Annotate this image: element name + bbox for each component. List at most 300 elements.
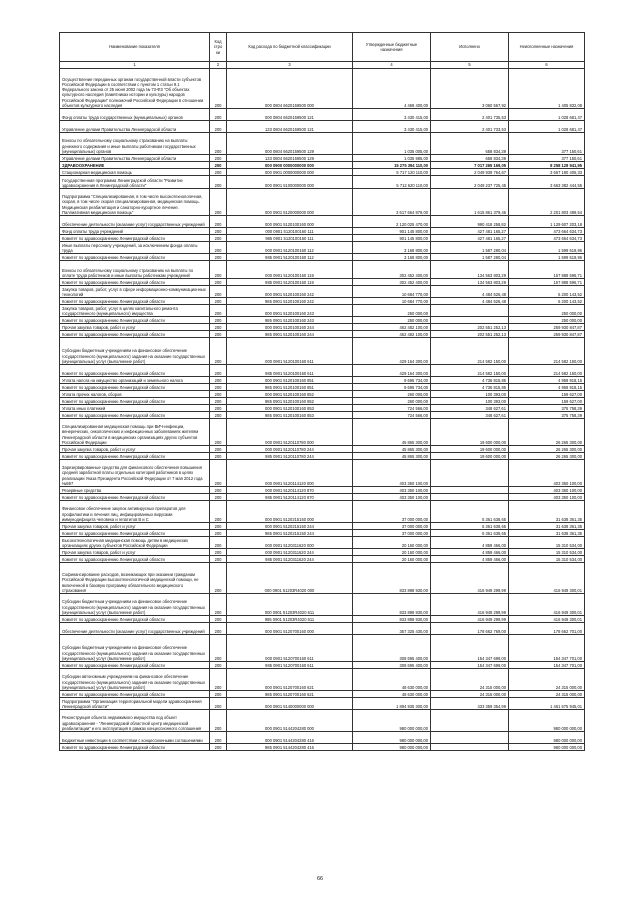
row-code: 200 xyxy=(210,121,227,133)
row-unexecuted: 403 350 100,00 xyxy=(509,460,585,487)
row-approved: 980 000 000,00 xyxy=(353,732,431,744)
row-approved: 980 000 000,00 xyxy=(353,710,431,732)
header-kbk: Код расхода по бюджетной классификации xyxy=(227,33,353,62)
column-number: 4 xyxy=(353,62,431,69)
row-approved: 833 898 930,00 xyxy=(353,594,431,616)
row-code: 200 xyxy=(210,235,227,242)
row-executed: 178 662 769,00 xyxy=(431,623,509,635)
row-kbk: 000 0901 5120311620 244 xyxy=(227,549,353,556)
row-unexecuted: 1 028 681,47 xyxy=(509,121,585,133)
row-kbk: 985 0901 5120700160 621 xyxy=(227,691,353,698)
row-executed: 348 627,61 xyxy=(431,412,509,419)
row-code: 200 xyxy=(210,549,227,556)
table-row xyxy=(60,623,585,635)
row-name: Взносы по обязательному социальному страхованию на выплаты по оплате труда работников и иные выплаты работникам учреждений xyxy=(60,261,210,279)
table-row xyxy=(60,563,585,594)
row-code: 200 xyxy=(210,669,227,691)
table-row xyxy=(60,242,585,254)
row-kbk: 000 0901 5120700160 621 xyxy=(227,669,353,691)
row-name: Обеспечение деятельности (оказание услуг) государственных учреждений xyxy=(60,216,210,228)
row-executed: 433 359 354,99 xyxy=(431,698,509,710)
row-code: 200 xyxy=(210,189,227,216)
row-kbk: 000 0901 5144204280 416 xyxy=(227,732,353,744)
row-unexecuted: 377 150,61 xyxy=(509,133,585,155)
row-name: Уплата налога на имущество организаций и земельного налога xyxy=(60,377,210,384)
row-unexecuted: 159 627,00 xyxy=(509,391,585,398)
row-code: 200 xyxy=(210,412,227,419)
row-unexecuted: 259 930 847,87 xyxy=(509,324,585,331)
row-unexecuted: 1 405 832,08 xyxy=(509,69,585,109)
row-approved: 10 684 770,00 xyxy=(353,286,431,298)
row-executed: 348 627,61 xyxy=(431,405,509,412)
table-row xyxy=(60,169,585,176)
row-code: 200 xyxy=(210,377,227,384)
column-number: 5 xyxy=(431,62,509,69)
table-row xyxy=(60,669,585,691)
row-code: 200 xyxy=(210,279,227,286)
column-number: 3 xyxy=(227,62,353,69)
row-unexecuted: 214 582 150,00 xyxy=(509,365,585,377)
row-name: Обеспечение деятельности (оказание услуг) государственных учреждений xyxy=(60,623,210,635)
row-code: 200 xyxy=(210,216,227,228)
row-code: 200 xyxy=(210,162,227,169)
row-approved: 45 865 300,00 xyxy=(353,419,431,446)
row-code: 200 xyxy=(210,69,227,109)
row-name: Взносы по обязательному социальному страхованию на выплаты денежного содержания и иные выплаты работникам государственных (муниципальных) органов xyxy=(60,133,210,155)
row-approved: 3 168 800,00 xyxy=(353,242,431,254)
row-code: 200 xyxy=(210,176,227,189)
row-unexecuted: 3 667 180 405,33 xyxy=(509,169,585,176)
row-executed: 19 600 000,00 xyxy=(431,419,509,446)
row-approved: 15 275 394 110,00 xyxy=(353,162,431,169)
table-row xyxy=(60,530,585,537)
row-executed: 3 060 567,92 xyxy=(431,69,509,109)
row-code: 200 xyxy=(210,133,227,155)
table-row xyxy=(60,710,585,732)
row-executed: 5 361 638,65 xyxy=(431,530,509,537)
row-unexecuted: 416 949 300,01 xyxy=(509,594,585,616)
row-kbk: 985 0901 5120100160 853 xyxy=(227,412,353,419)
row-unexecuted: 1 599 519,96 xyxy=(509,242,585,254)
row-code: 200 xyxy=(210,419,227,446)
row-approved: 20 160 000,00 xyxy=(353,556,431,563)
row-name: Резервные средства xyxy=(60,487,210,494)
row-code: 200 xyxy=(210,710,227,732)
row-kbk: 985 0901 5120100160 112 xyxy=(227,254,353,261)
row-code: 200 xyxy=(210,324,227,331)
table-row xyxy=(60,189,585,216)
row-code: 200 xyxy=(210,169,227,176)
row-unexecuted: 259 930 847,87 xyxy=(509,331,585,338)
table-row xyxy=(60,446,585,453)
column-number: 1 xyxy=(60,62,210,69)
row-name: Высокотехнологичная медицинская помощь детям в медицинских организациях других субъектов Российской Федерации xyxy=(60,537,210,549)
row-code: 200 xyxy=(210,698,227,710)
row-kbk: 000 0901 5120100160 119 xyxy=(227,261,353,279)
row-approved: 724 566,00 xyxy=(353,405,431,412)
row-kbk: 985 0901 51203R4020 611 xyxy=(227,616,353,623)
table-row xyxy=(60,501,585,523)
row-approved: 4 468 400,00 xyxy=(353,69,431,109)
row-code: 200 xyxy=(210,331,227,338)
row-name: Закупка товаров, работ, услуг в целях капитального ремонта государственного (муниципального) имущества xyxy=(60,305,210,317)
column-number: 6 xyxy=(509,62,585,69)
row-kbk: 985 0901 5144204280 416 xyxy=(227,744,353,751)
row-kbk: 000 0901 0000000000 000 xyxy=(227,169,353,176)
row-approved: 403 350 100,00 xyxy=(353,487,431,494)
table-row xyxy=(60,419,585,446)
row-executed xyxy=(431,494,509,501)
row-approved: 45 865 300,00 xyxy=(353,453,431,460)
row-code: 200 xyxy=(210,635,227,662)
row-kbk: 985 0901 5120100160 851 xyxy=(227,384,353,391)
row-code: 200 xyxy=(210,305,227,317)
row-kbk: 000 0901 5120215150 000 xyxy=(227,501,353,523)
row-approved: 9 695 734,00 xyxy=(353,384,431,391)
row-approved: 308 695 400,00 xyxy=(353,635,431,662)
row-name: Государственная программа Ленинградской области "Развитие здравоохранения в Ленинградской области" xyxy=(60,176,210,189)
row-kbk: 985 0901 5120100160 611 xyxy=(227,365,353,377)
row-name: Иные выплаты персоналу учреждений, за исключением фонда оплаты труда xyxy=(60,242,210,254)
row-unexecuted: 1 129 607 203,18 xyxy=(509,216,585,228)
row-kbk: 985 0901 5120215150 244 xyxy=(227,530,353,537)
row-unexecuted: 26 265 300,00 xyxy=(509,419,585,446)
row-kbk: 000 0901 5144204280 000 xyxy=(227,710,353,732)
row-name: Прочая закупка товаров, работ и услуг xyxy=(60,324,210,331)
row-unexecuted: 154 347 701,00 xyxy=(509,635,585,662)
row-approved: 833 898 930,00 xyxy=(353,563,431,594)
row-unexecuted: 1 461 575 945,01 xyxy=(509,698,585,710)
row-name: Подпрограмма "Организация территориальной модели здравоохранения Ленинградской области" xyxy=(60,698,210,710)
row-unexecuted: 15 310 534,00 xyxy=(509,556,585,563)
row-unexecuted: 2 201 803 499,54 xyxy=(509,189,585,216)
row-kbk: 000 0901 5120114120 870 xyxy=(227,487,353,494)
header-code: Код стро ки xyxy=(210,33,227,62)
row-kbk: 985 0901 5120100160 119 xyxy=(227,279,353,286)
row-code: 200 xyxy=(210,662,227,669)
row-executed xyxy=(431,487,509,494)
row-kbk: 985 0901 5120311620 244 xyxy=(227,556,353,563)
table-row xyxy=(60,744,585,751)
row-unexecuted: 1 599 519,96 xyxy=(509,254,585,261)
row-kbk: 000 0901 5120215150 244 xyxy=(227,523,353,530)
row-unexecuted: 15 310 534,00 xyxy=(509,537,585,549)
table-row xyxy=(60,176,585,189)
row-executed: 19 600 000,00 xyxy=(431,453,509,460)
row-unexecuted: 4 958 918,15 xyxy=(509,384,585,391)
row-executed: 5 361 638,65 xyxy=(431,523,509,530)
row-approved: 462 482 100,00 xyxy=(353,324,431,331)
row-kbk: 000 0901 5120311620 000 xyxy=(227,537,353,549)
row-kbk: 000 0901 5120100160 851 xyxy=(227,377,353,384)
table-row xyxy=(60,254,585,261)
row-executed: 2 049 939 764,67 xyxy=(431,169,509,176)
table-row xyxy=(60,133,585,155)
row-unexecuted: 178 662 701,00 xyxy=(509,623,585,635)
row-approved: 37 000 000,00 xyxy=(353,523,431,530)
row-approved: 37 000 000,00 xyxy=(353,530,431,537)
row-approved: 48 630 000,00 xyxy=(353,669,431,691)
table-row xyxy=(60,365,585,377)
row-name: Комитет по здравоохранению Ленинградской области xyxy=(60,662,210,669)
table-row xyxy=(60,109,585,121)
row-name: ЗДРАВООХРАНЕНИЕ xyxy=(60,162,210,169)
row-executed: 416 949 299,99 xyxy=(431,616,509,623)
row-kbk: 000 0901 5120100160 611 xyxy=(227,338,353,365)
table-row xyxy=(60,286,585,298)
header-executed: Исполнено xyxy=(431,33,509,62)
row-kbk: 000 0901 5120700160 611 xyxy=(227,635,353,662)
row-name: Прочая закупка товаров, работ и услуг xyxy=(60,446,210,453)
table-row xyxy=(60,549,585,556)
row-approved: 5 712 620 110,00 xyxy=(353,176,431,189)
row-name: Субсидии автономным учреждениям на финансовое обеспечение государственного (муниципального) задания на оказание государственных (муниципальных) услуг (выполнение работ) xyxy=(60,669,210,691)
row-executed: 658 834,39 xyxy=(431,155,509,162)
row-code: 200 xyxy=(210,261,227,279)
table-row xyxy=(60,635,585,662)
row-unexecuted: 15 310 534,00 xyxy=(509,549,585,556)
page-number: 66 xyxy=(316,876,324,882)
column-number: 2 xyxy=(210,62,227,69)
row-name: Субсидии бюджетным учреждениям на финансовое обеспечение государственного (муниципального) задания на оказание государственных (муниципальных) услуг (выполнение работ) xyxy=(60,338,210,365)
row-approved: 37 000 000,00 xyxy=(353,501,431,523)
row-name: Уплата прочих налогов, сборов xyxy=(60,391,210,398)
row-executed: 2 401 735,53 xyxy=(431,109,509,121)
row-executed: 990 418 258,82 xyxy=(431,216,509,228)
row-unexecuted: 214 582 150,00 xyxy=(509,338,585,365)
row-approved: 3 430 415,00 xyxy=(353,121,431,133)
row-name: Закупка товаров, работ, услуг в сфере информационно-коммуникационных технологий xyxy=(60,286,210,298)
row-kbk: 000 0900 0000000000 000 xyxy=(227,162,353,169)
row-executed: 416 949 299,99 xyxy=(431,594,509,616)
row-kbk: 985 0901 5120100160 244 xyxy=(227,331,353,338)
row-approved: 250 000,00 xyxy=(353,317,431,324)
row-name: Комитет по здравоохранению Ленинградской области xyxy=(60,494,210,501)
table-row xyxy=(60,487,585,494)
row-name: Осуществление переданных органам государственной власти субъектов Российской Федерации в соответствии с пунктом 1 статьи 9.1 Федерального закона от 25 июня 2002 года № 73-ФЗ "Об объектах культурного наследия (памятниках истории и культуры) народов Российской Федерации" полномочий Российской Федерации в отношении объектов культурного наследия xyxy=(60,69,210,109)
row-name: Прочая закупка товаров, работ и услуг xyxy=(60,523,210,530)
row-executed: 24 315 000,00 xyxy=(431,691,509,698)
row-approved: 3 430 415,00 xyxy=(353,109,431,121)
row-approved: 3 617 664 879,00 xyxy=(353,189,431,216)
row-approved: 45 865 300,00 xyxy=(353,446,431,453)
row-executed: 427 481 165,27 xyxy=(431,235,509,242)
table-row xyxy=(60,377,585,384)
row-name: Комитет по здравоохранению Ленинградской области xyxy=(60,254,210,261)
column-number-row xyxy=(60,62,585,69)
row-approved: 1 035 985,00 xyxy=(353,155,431,162)
row-kbk: 985 0901 5120700160 611 xyxy=(227,662,353,669)
table-row xyxy=(60,556,585,563)
table-row xyxy=(60,162,585,169)
row-executed: 4 736 815,85 xyxy=(431,377,509,384)
row-code: 200 xyxy=(210,228,227,235)
row-approved: 429 164 300,00 xyxy=(353,338,431,365)
table-row xyxy=(60,331,585,338)
row-code: 200 xyxy=(210,523,227,530)
row-name: Субсидии бюджетным учреждениям на финансовое обеспечение государственного (муниципального) задания на оказание государственных (муниципальных) услуг (выполнение работ) xyxy=(60,594,210,616)
header-name: Наименование показателя xyxy=(60,33,210,62)
row-approved: 302 452 400,00 xyxy=(353,261,431,279)
row-unexecuted: 24 315 000,00 xyxy=(509,691,585,698)
row-kbk: 000 0901 5120100160 000 xyxy=(227,216,353,228)
row-code: 200 xyxy=(210,155,227,162)
table-row xyxy=(60,494,585,501)
row-kbk: 000 0901 5140000000 000 xyxy=(227,698,353,710)
row-kbk: 000 0901 5120100160 111 xyxy=(227,228,353,235)
row-code: 200 xyxy=(210,391,227,398)
row-unexecuted: 31 638 361,35 xyxy=(509,530,585,537)
row-name: Комитет по здравоохранению Ленинградской области xyxy=(60,453,210,460)
row-executed: 24 315 000,00 xyxy=(431,669,509,691)
row-unexecuted: 980 000 000,00 xyxy=(509,732,585,744)
row-name: Финансовое обеспечение закупок антивирусных препаратов для профилактики и лечения лиц, инфицированных вирусами иммунодефицита человека и гепатитов B и C xyxy=(60,501,210,523)
report-page xyxy=(59,32,584,751)
row-kbk: 985 0901 5120100160 243 xyxy=(227,317,353,324)
row-approved: 260 000,00 xyxy=(353,391,431,398)
row-code: 200 xyxy=(210,744,227,751)
row-name: Зарезервированные средства для финансового обеспечения повышения средней заработной платы отдельных категорий работников в целях реализации Указа Президента Российской Федерации от 7 мая 2012 года №597 xyxy=(60,460,210,487)
row-name: Управление делами Правительства Ленинградской области xyxy=(60,155,210,162)
row-unexecuted: 403 350 100,00 xyxy=(509,494,585,501)
row-unexecuted: 4 958 918,15 xyxy=(509,377,585,384)
row-approved: 9 695 734,00 xyxy=(353,377,431,384)
row-approved: 901 145 800,00 xyxy=(353,228,431,235)
row-kbk: 000 0901 5120100160 853 xyxy=(227,405,353,412)
row-name: Подпрограмма "Специализированная, в том числе высокотехнологичная, скорая, в том числе скорая специализированная, медицинская помощь. Медицинская реабилитация и санаторно-курортное лечение. Паллиативная медицинская помощь" xyxy=(60,189,210,216)
row-name: Прочая закупка товаров, работ и услуг xyxy=(60,549,210,556)
row-kbk: 000 0901 5120100160 852 xyxy=(227,391,353,398)
row-executed: 1 587 280,04 xyxy=(431,254,509,261)
row-approved: 5 717 120 110,00 xyxy=(353,169,431,176)
budget-execution-table xyxy=(59,32,585,751)
row-name: Реконструкция объекта недвижимого имущества под объект здравоохранения - "Ленинградский областной центр медицинской реабилитации" и его эксплуатация в рамках концессионного соглашения xyxy=(60,710,210,732)
row-name: Комитет по здравоохранению Ленинградской области xyxy=(60,235,210,242)
row-code: 200 xyxy=(210,623,227,635)
row-unexecuted: 31 638 361,35 xyxy=(509,501,585,523)
row-executed: 416 949 299,99 xyxy=(431,563,509,594)
row-approved: 20 160 000,00 xyxy=(353,549,431,556)
row-unexecuted: 167 888 596,71 xyxy=(509,261,585,279)
row-code: 200 xyxy=(210,691,227,698)
table-row xyxy=(60,324,585,331)
row-executed: 658 834,39 xyxy=(431,133,509,155)
row-name: Комитет по здравоохранению Ленинградской области xyxy=(60,530,210,537)
row-code: 200 xyxy=(210,317,227,324)
row-executed: 4 484 626,48 xyxy=(431,286,509,298)
row-code: 200 xyxy=(210,556,227,563)
row-name: Субсидии бюджетным учреждениям на финансовое обеспечение государственного (муниципального) задания на оказание государственных (муниципальных) услуг (выполнение работ) xyxy=(60,635,210,662)
table-row xyxy=(60,616,585,623)
row-approved: 308 695 400,00 xyxy=(353,662,431,669)
row-approved: 403 350 100,00 xyxy=(353,494,431,501)
row-kbk: 000 0901 5120110780 244 xyxy=(227,446,353,453)
row-unexecuted: 250 000,00 xyxy=(509,317,585,324)
row-approved: 1 894 935 300,00 xyxy=(353,698,431,710)
row-kbk: 985 0901 5120100160 242 xyxy=(227,298,353,305)
row-executed: 154 347 699,00 xyxy=(431,662,509,669)
table-row xyxy=(60,384,585,391)
row-executed: 202 551 252,13 xyxy=(431,324,509,331)
row-approved: 260 000,00 xyxy=(353,398,431,405)
row-unexecuted: 473 664 634,73 xyxy=(509,228,585,235)
row-kbk: 985 0901 5120100160 852 xyxy=(227,398,353,405)
row-unexecuted: 8 258 128 941,95 xyxy=(509,162,585,169)
row-name: Комитет по здравоохранению Ленинградской области xyxy=(60,691,210,698)
row-approved: 48 630 000,00 xyxy=(353,691,431,698)
row-approved: 357 325 430,00 xyxy=(353,623,431,635)
row-approved: 302 452 400,00 xyxy=(353,279,431,286)
row-approved: 833 898 930,00 xyxy=(353,616,431,623)
table-row xyxy=(60,391,585,398)
table-row xyxy=(60,698,585,710)
table-row xyxy=(60,453,585,460)
row-unexecuted: 377 150,61 xyxy=(509,155,585,162)
table-row xyxy=(60,261,585,279)
row-unexecuted: 6 200 143,52 xyxy=(509,286,585,298)
row-executed: 154 347 699,00 xyxy=(431,635,509,662)
row-code: 200 xyxy=(210,446,227,453)
row-code: 200 xyxy=(210,242,227,254)
row-name: Управление делами Правительства Ленинградской области xyxy=(60,121,210,133)
row-unexecuted: 26 265 300,00 xyxy=(509,453,585,460)
row-name: Специализированная медицинская помощь при ВИЧ-инфекции, венерических, онкологических и инфекционных заболеваниях жителям Ленинградской области в медицинских организациях других субъектов Российской Федерации xyxy=(60,419,210,446)
row-approved: 10 684 770,00 xyxy=(353,298,431,305)
row-name: Комитет по здравоохранению Ленинградской области xyxy=(60,317,210,324)
row-unexecuted: 375 758,39 xyxy=(509,405,585,412)
row-executed: 7 017 265 169,05 xyxy=(431,162,509,169)
table-row xyxy=(60,317,585,324)
row-kbk: 000 0901 5120110780 000 xyxy=(227,419,353,446)
row-approved: 250 000,00 xyxy=(353,305,431,317)
row-name: Комитет по здравоохранению Ленинградской области xyxy=(60,365,210,377)
row-name: Стационарная медицинская помощь xyxy=(60,169,210,176)
row-unexecuted: 250 000,00 xyxy=(509,305,585,317)
row-code: 200 xyxy=(210,563,227,594)
row-approved: 1 035 005,00 xyxy=(353,133,431,155)
row-executed: 4 859 466,00 xyxy=(431,549,509,556)
row-executed: 134 563 803,29 xyxy=(431,279,509,286)
row-unexecuted: 6 200 143,52 xyxy=(509,298,585,305)
row-code: 200 xyxy=(210,398,227,405)
table-row xyxy=(60,412,585,419)
table-row xyxy=(60,662,585,669)
row-unexecuted: 416 949 300,01 xyxy=(509,616,585,623)
row-kbk: 000 0901 5120100160 243 xyxy=(227,305,353,317)
row-unexecuted: 154 347 701,00 xyxy=(509,662,585,669)
row-unexecuted: 1 028 681,47 xyxy=(509,109,585,121)
row-executed xyxy=(431,305,509,317)
row-code: 200 xyxy=(210,298,227,305)
row-code: 200 xyxy=(210,537,227,549)
row-name: Комитет по здравоохранению Ленинградской области xyxy=(60,616,210,623)
row-executed: 134 563 803,29 xyxy=(431,261,509,279)
row-unexecuted: 403 350 100,00 xyxy=(509,487,585,494)
row-executed: 214 582 150,00 xyxy=(431,338,509,365)
row-name: Комитет по здравоохранению Ленинградской области xyxy=(60,398,210,405)
table-row xyxy=(60,279,585,286)
row-executed: 2 049 237 725,45 xyxy=(431,176,509,189)
row-code: 200 xyxy=(210,460,227,487)
row-unexecuted: 24 315 000,00 xyxy=(509,669,585,691)
row-code: 200 xyxy=(210,384,227,391)
row-approved: 429 164 300,00 xyxy=(353,365,431,377)
table-row xyxy=(60,405,585,412)
row-code: 200 xyxy=(210,338,227,365)
row-name: Комитет по здравоохранению Ленинградской области xyxy=(60,298,210,305)
row-code: 200 xyxy=(210,501,227,523)
row-unexecuted: 980 000 000,00 xyxy=(509,744,585,751)
